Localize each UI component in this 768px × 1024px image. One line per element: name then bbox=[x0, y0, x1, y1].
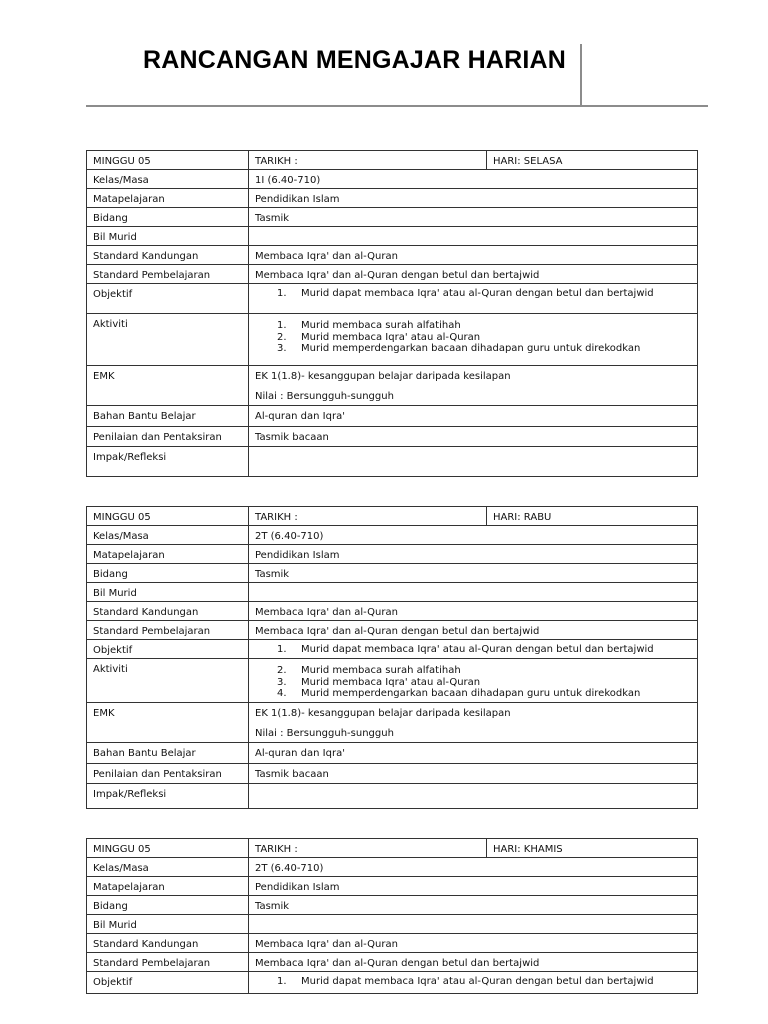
row-label: Kelas/Masa bbox=[87, 170, 249, 189]
row-label: Kelas/Masa bbox=[87, 858, 249, 877]
row-label: Bidang bbox=[87, 208, 249, 227]
list-item: 3. Murid memperdengarkan bacaan dihadapan guru untuk direkodkan bbox=[277, 343, 641, 354]
row-label: Impak/Refleksi bbox=[87, 784, 249, 809]
title-horizontal-rule bbox=[86, 105, 708, 107]
row-label: Matapelajaran bbox=[87, 189, 249, 208]
minggu-cell: MINGGU 05 bbox=[87, 507, 249, 526]
row-value: Tasmik bacaan bbox=[249, 427, 698, 447]
row-label: EMK bbox=[87, 703, 249, 743]
minggu-cell: MINGGU 05 bbox=[87, 151, 249, 170]
objektif-list-cell bbox=[249, 284, 698, 314]
hari-cell: HARI: KHAMIS bbox=[487, 839, 698, 858]
nilai-line: Nilai : Bersungguh-sungguh bbox=[255, 391, 394, 402]
row-label: Aktiviti bbox=[87, 659, 249, 703]
row-value bbox=[249, 915, 698, 934]
row-value: Membaca Iqra' dan al-Quran bbox=[249, 246, 698, 265]
aktiviti-list bbox=[255, 665, 691, 700]
row-value: 1I (6.40-710) bbox=[249, 170, 698, 189]
lesson-plan-table bbox=[86, 506, 698, 809]
page-title: RANCANGAN MENGAJAR HARIAN bbox=[143, 46, 567, 74]
row-label: Bidang bbox=[87, 896, 249, 915]
row-label: Matapelajaran bbox=[87, 545, 249, 564]
row-value: Membaca Iqra' dan al-Quran dengan betul dan bertajwid bbox=[249, 953, 698, 972]
row-label: Objektif bbox=[87, 640, 249, 659]
list-item: 2. Murid membaca surah alfatihah bbox=[277, 665, 461, 676]
objektif-list bbox=[255, 976, 691, 988]
row-label: Standard Kandungan bbox=[87, 934, 249, 953]
tarikh-cell: TARIKH : bbox=[249, 151, 487, 170]
title-vertical-rule bbox=[580, 44, 582, 106]
row-label: EMK bbox=[87, 366, 249, 406]
objektif-list bbox=[255, 288, 691, 300]
emk-cell bbox=[249, 366, 698, 406]
row-value: Tasmik bacaan bbox=[249, 764, 698, 784]
row-label: Standard Kandungan bbox=[87, 246, 249, 265]
row-label: Bahan Bantu Belajar bbox=[87, 743, 249, 764]
list-item: 3. Murid membaca Iqra' atau al-Quran bbox=[277, 676, 481, 688]
aktiviti-list-cell bbox=[249, 659, 698, 703]
row-value: Al-quran dan Iqra' bbox=[249, 743, 698, 764]
row-value: Al-quran dan Iqra' bbox=[249, 406, 698, 427]
row-value bbox=[249, 784, 698, 809]
objektif-list bbox=[255, 644, 691, 656]
row-label: Penilaian dan Pentaksiran bbox=[87, 764, 249, 784]
row-label: Impak/Refleksi bbox=[87, 447, 249, 477]
aktiviti-list-cell bbox=[249, 314, 698, 366]
hari-cell: HARI: SELASA bbox=[487, 151, 698, 170]
lesson-plan-table bbox=[86, 838, 698, 994]
row-label: Objektif bbox=[87, 284, 249, 314]
row-label: Standard Pembelajaran bbox=[87, 621, 249, 640]
row-label: Bil Murid bbox=[87, 583, 249, 602]
row-value: Tasmik bbox=[249, 896, 698, 915]
row-value: Membaca Iqra' dan al-Quran bbox=[249, 934, 698, 953]
lesson-plan-table bbox=[86, 150, 698, 477]
row-value: Pendidikan Islam bbox=[249, 877, 698, 896]
list-item: 1. Murid membaca surah alfatihah bbox=[277, 320, 461, 331]
row-value: Membaca Iqra' dan al-Quran dengan betul dan bertajwid bbox=[249, 265, 698, 284]
objektif-list-cell bbox=[249, 972, 698, 994]
row-label: Penilaian dan Pentaksiran bbox=[87, 427, 249, 447]
row-value: Membaca Iqra' dan al-Quran dengan betul dan bertajwid bbox=[249, 621, 698, 640]
emk-line: EK 1(1.8)- kesanggupan belajar daripada kesilapan bbox=[255, 708, 511, 719]
objektif-list-cell bbox=[249, 640, 698, 659]
tarikh-cell: TARIKH : bbox=[249, 839, 487, 858]
row-label: Standard Pembelajaran bbox=[87, 953, 249, 972]
list-item: 1. Murid dapat membaca Iqra' atau al-Quran dengan betul dan bertajwid bbox=[277, 644, 654, 655]
emk-line: EK 1(1.8)- kesanggupan belajar daripada kesilapan bbox=[255, 371, 511, 382]
row-value: Membaca Iqra' dan al-Quran bbox=[249, 602, 698, 621]
row-value bbox=[249, 583, 698, 602]
hari-cell: HARI: RABU bbox=[487, 507, 698, 526]
row-label: Bahan Bantu Belajar bbox=[87, 406, 249, 427]
row-label: Bidang bbox=[87, 564, 249, 583]
row-value: Pendidikan Islam bbox=[249, 189, 698, 208]
aktiviti-list bbox=[255, 320, 691, 355]
row-label: Standard Pembelajaran bbox=[87, 265, 249, 284]
list-item: 1. Murid dapat membaca Iqra' atau al-Quran dengan betul dan bertajwid bbox=[277, 288, 654, 299]
emk-cell bbox=[249, 703, 698, 743]
row-value: Pendidikan Islam bbox=[249, 545, 698, 564]
row-value bbox=[249, 227, 698, 246]
list-item: 4. Murid memperdengarkan bacaan dihadapan guru untuk direkodkan bbox=[277, 688, 641, 699]
row-value: 2T (6.40-710) bbox=[249, 526, 698, 545]
minggu-cell: MINGGU 05 bbox=[87, 839, 249, 858]
row-value: Tasmik bbox=[249, 208, 698, 227]
row-label: Objektif bbox=[87, 972, 249, 994]
row-value bbox=[249, 447, 698, 477]
list-item: 1. Murid dapat membaca Iqra' atau al-Quran dengan betul dan bertajwid bbox=[277, 976, 654, 987]
nilai-line: Nilai : Bersungguh-sungguh bbox=[255, 728, 394, 739]
row-label: Matapelajaran bbox=[87, 877, 249, 896]
row-label: Bil Murid bbox=[87, 227, 249, 246]
row-label: Bil Murid bbox=[87, 915, 249, 934]
list-item: 2. Murid membaca Iqra' atau al-Quran bbox=[277, 331, 481, 343]
tarikh-cell: TARIKH : bbox=[249, 507, 487, 526]
row-label: Aktiviti bbox=[87, 314, 249, 366]
row-value: Tasmik bbox=[249, 564, 698, 583]
row-label: Standard Kandungan bbox=[87, 602, 249, 621]
row-label: Kelas/Masa bbox=[87, 526, 249, 545]
row-value: 2T (6.40-710) bbox=[249, 858, 698, 877]
